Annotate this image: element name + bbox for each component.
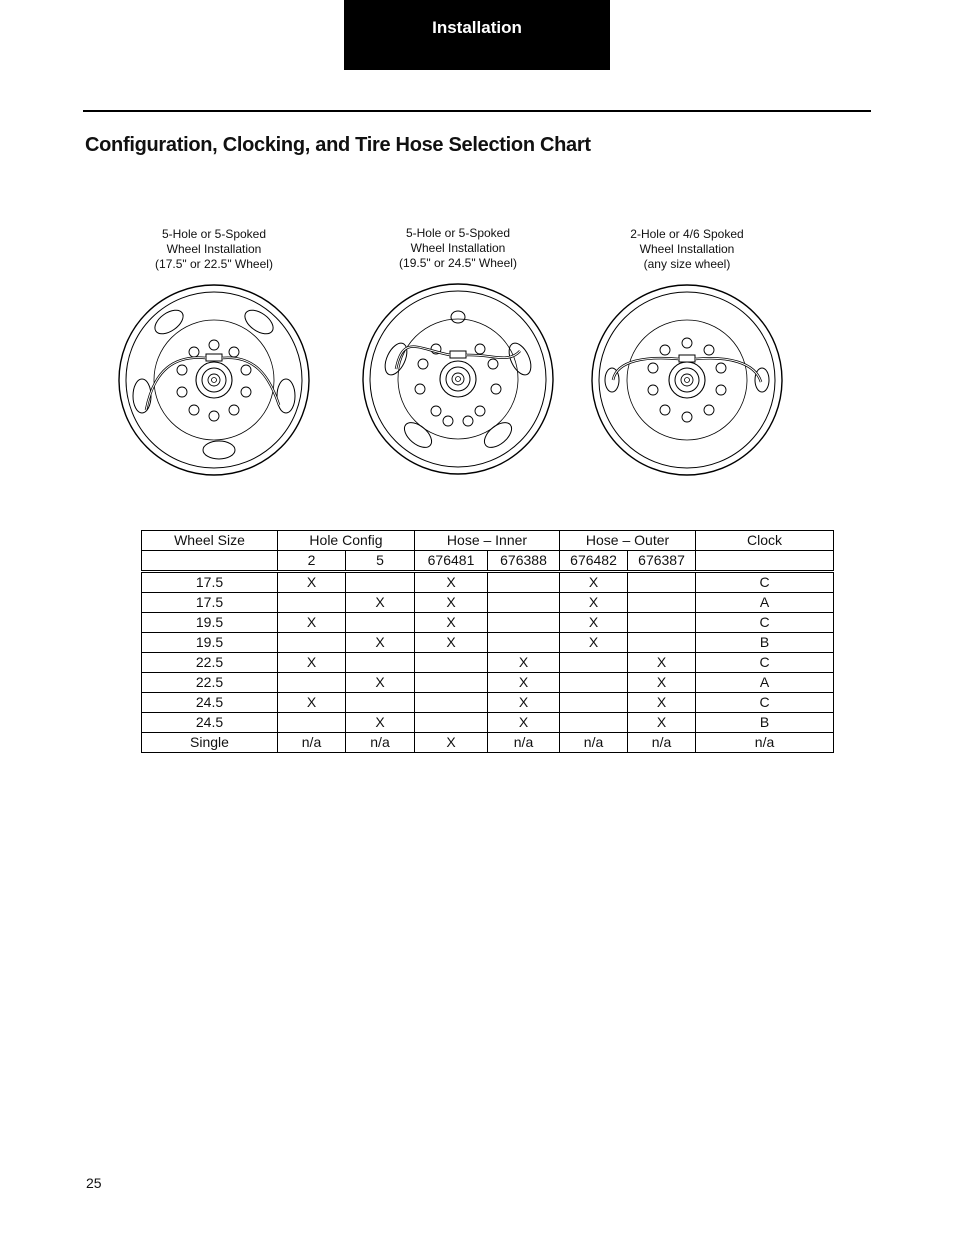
table-cell bbox=[346, 693, 415, 713]
table-cell: X bbox=[628, 653, 696, 673]
table-cell bbox=[278, 713, 346, 733]
table-cell: X bbox=[560, 613, 628, 633]
table-cell bbox=[346, 613, 415, 633]
table-cell bbox=[628, 613, 696, 633]
hose-selection-table bbox=[141, 530, 834, 753]
table-cell bbox=[628, 572, 696, 593]
table-cell: n/a bbox=[488, 733, 560, 753]
table-row bbox=[142, 572, 834, 593]
table-cell: X bbox=[488, 673, 560, 693]
table-cell bbox=[415, 693, 488, 713]
table-cell: C bbox=[696, 613, 834, 633]
table-cell: X bbox=[346, 593, 415, 613]
table-cell: n/a bbox=[560, 733, 628, 753]
figure-wheel-17-22 bbox=[114, 227, 314, 478]
table-cell bbox=[346, 653, 415, 673]
table-cell: X bbox=[415, 613, 488, 633]
table-row bbox=[142, 633, 834, 653]
table-cell: C bbox=[696, 693, 834, 713]
wheel-diagram-icon bbox=[116, 282, 312, 478]
table-cell: X bbox=[278, 653, 346, 673]
table-cell: X bbox=[415, 633, 488, 653]
table-cell: X bbox=[560, 593, 628, 613]
header-cell: Hose – Inner bbox=[415, 531, 560, 551]
table-cell bbox=[415, 713, 488, 733]
figure-wheel-19-24 bbox=[358, 226, 558, 477]
subheader-cell: 2 bbox=[278, 551, 346, 572]
table-cell bbox=[278, 673, 346, 693]
table-cell: X bbox=[346, 713, 415, 733]
table-cell: n/a bbox=[346, 733, 415, 753]
table-cell: X bbox=[278, 613, 346, 633]
table-cell: A bbox=[696, 593, 834, 613]
table-cell bbox=[488, 633, 560, 653]
table-row bbox=[142, 593, 834, 613]
table-cell bbox=[628, 633, 696, 653]
table-cell: X bbox=[346, 633, 415, 653]
table-cell bbox=[628, 593, 696, 613]
table-cell: X bbox=[488, 693, 560, 713]
table-cell: n/a bbox=[278, 733, 346, 753]
table-cell bbox=[488, 572, 560, 593]
table-row bbox=[142, 713, 834, 733]
table-cell: C bbox=[696, 653, 834, 673]
subheader-cell bbox=[142, 551, 278, 572]
header-rule bbox=[83, 110, 871, 112]
section-tab: Installation bbox=[344, 0, 610, 70]
table-cell: X bbox=[415, 572, 488, 593]
header-cell: Wheel Size bbox=[142, 531, 278, 551]
table-cell: 19.5 bbox=[142, 633, 278, 653]
table-cell bbox=[346, 572, 415, 593]
subheader-cell bbox=[696, 551, 834, 572]
table-cell: n/a bbox=[696, 733, 834, 753]
table-cell: 24.5 bbox=[142, 693, 278, 713]
figure-caption: 2-Hole or 4/6 Spoked Wheel Installation (any size wheel) bbox=[630, 227, 744, 271]
table-cell: 19.5 bbox=[142, 613, 278, 633]
table-cell: X bbox=[560, 633, 628, 653]
table-cell: X bbox=[628, 693, 696, 713]
table-row bbox=[142, 733, 834, 753]
table-cell: 22.5 bbox=[142, 653, 278, 673]
table-cell: Single bbox=[142, 733, 278, 753]
wheel-diagram-icon bbox=[360, 281, 556, 477]
table-cell: 24.5 bbox=[142, 713, 278, 733]
figure-caption: 5-Hole or 5-Spoked Wheel Installation (19.5" or 24.5" Wheel) bbox=[399, 226, 517, 270]
table-cell bbox=[560, 653, 628, 673]
table-row bbox=[142, 653, 834, 673]
table-cell: 17.5 bbox=[142, 572, 278, 593]
subheader-cell: 5 bbox=[346, 551, 415, 572]
table-cell: B bbox=[696, 713, 834, 733]
table-cell: X bbox=[415, 593, 488, 613]
table-cell: B bbox=[696, 633, 834, 653]
table-cell bbox=[560, 673, 628, 693]
table-cell bbox=[278, 633, 346, 653]
table-cell bbox=[488, 593, 560, 613]
table-row bbox=[142, 673, 834, 693]
table-cell: 17.5 bbox=[142, 593, 278, 613]
table-cell: C bbox=[696, 572, 834, 593]
table-cell bbox=[415, 653, 488, 673]
header-cell: Hole Config bbox=[278, 531, 415, 551]
figure-caption: 5-Hole or 5-Spoked Wheel Installation (17.5" or 22.5" Wheel) bbox=[155, 227, 273, 271]
table-row bbox=[142, 613, 834, 633]
subheader-cell: 676387 bbox=[628, 551, 696, 572]
table-cell bbox=[560, 713, 628, 733]
wheel-diagram-icon bbox=[589, 282, 785, 478]
figure-wheel-any-size bbox=[587, 227, 787, 478]
table-cell bbox=[415, 673, 488, 693]
table-header-row bbox=[142, 531, 834, 551]
subheader-cell: 676388 bbox=[488, 551, 560, 572]
header-cell: Hose – Outer bbox=[560, 531, 696, 551]
table-cell: X bbox=[628, 673, 696, 693]
table-cell: X bbox=[415, 733, 488, 753]
table-cell bbox=[488, 613, 560, 633]
page-title: Configuration, Clocking, and Tire Hose Selection Chart bbox=[85, 134, 591, 156]
subheader-cell: 676481 bbox=[415, 551, 488, 572]
table-cell: A bbox=[696, 673, 834, 693]
table-cell: X bbox=[346, 673, 415, 693]
table-cell: X bbox=[278, 572, 346, 593]
table-cell: X bbox=[488, 653, 560, 673]
table-cell bbox=[278, 593, 346, 613]
table-row bbox=[142, 693, 834, 713]
subheader-cell: 676482 bbox=[560, 551, 628, 572]
table-cell: X bbox=[278, 693, 346, 713]
table-cell bbox=[560, 693, 628, 713]
table-cell: n/a bbox=[628, 733, 696, 753]
header-cell: Clock bbox=[696, 531, 834, 551]
table-cell: 22.5 bbox=[142, 673, 278, 693]
table-cell: X bbox=[488, 713, 560, 733]
table-cell: X bbox=[560, 572, 628, 593]
page-number: 25 bbox=[86, 1175, 102, 1191]
table-cell: X bbox=[628, 713, 696, 733]
table-subheader-row bbox=[142, 551, 834, 572]
